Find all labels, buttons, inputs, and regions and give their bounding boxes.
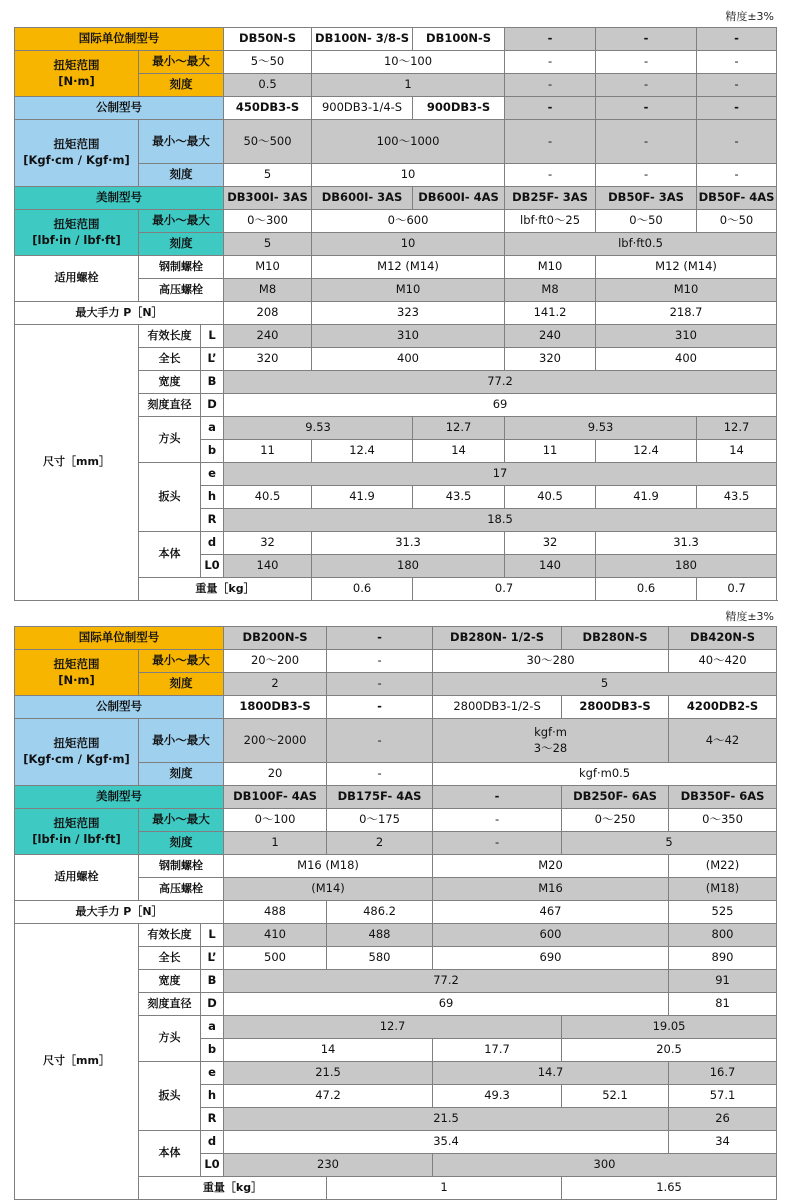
value-cell: 11 (505, 440, 596, 463)
eff-length-label: 有效长度 (139, 325, 201, 348)
min-max-label: 最小～最大 (139, 809, 224, 832)
us-model: DB175F- 4AS (327, 786, 433, 809)
value-cell: 0～350 (669, 809, 777, 832)
intl-model-label: 国际单位制型号 (15, 627, 224, 650)
intl-model: - (596, 28, 697, 51)
total-length-label: 全长 (139, 348, 201, 371)
value-cell: 230 (224, 1154, 433, 1177)
value-cell: lbf·ft0～25 (505, 210, 596, 233)
value-cell: - (433, 809, 562, 832)
value-cell: 14 (697, 440, 777, 463)
value-cell: 0～100 (224, 809, 327, 832)
value-cell: M10 (505, 256, 596, 279)
value-cell: 69 (224, 394, 777, 417)
dim-L-row (15, 924, 777, 947)
value-cell: - (697, 120, 777, 164)
value-cell: 17 (224, 463, 777, 486)
bolt-label: 适用螺栓 (15, 855, 139, 901)
value-cell: 5 (224, 233, 312, 256)
body-label: 本体 (139, 532, 201, 578)
L-symbol: L (201, 924, 224, 947)
value-cell: 50～500 (224, 120, 312, 164)
value-cell: 21.5 (224, 1062, 433, 1085)
value-cell: 467 (433, 901, 669, 924)
value-cell: 1 (312, 74, 505, 97)
h-symbol: h (201, 1085, 224, 1108)
metric-model: - (697, 97, 777, 120)
value-cell: - (505, 74, 596, 97)
value-cell: 100～1000 (312, 120, 505, 164)
metric-model: 900DB3-1/4-S (312, 97, 413, 120)
value-cell: 486.2 (327, 901, 433, 924)
us-model-row (15, 786, 777, 809)
value-cell: 26 (669, 1108, 777, 1131)
value-cell: 200～2000 (224, 719, 327, 763)
min-max-label: 最小～最大 (139, 51, 224, 74)
value-cell: 19.05 (562, 1016, 777, 1039)
lbf-minmax-row (15, 210, 777, 233)
value-cell: 14 (224, 1039, 433, 1062)
intl-model: DB420N-S (669, 627, 777, 650)
scale-label: 刻度 (139, 673, 224, 696)
value-cell: 77.2 (224, 371, 777, 394)
value-cell: - (697, 51, 777, 74)
value-cell: 240 (224, 325, 312, 348)
value-cell: 525 (669, 901, 777, 924)
value-cell: 4～42 (669, 719, 777, 763)
metric-model: 2800DB3-1/2-S (433, 696, 562, 719)
value-cell: 0～50 (697, 210, 777, 233)
value-cell: 0.7 (697, 578, 777, 601)
square-head-label: 方头 (139, 417, 201, 463)
metric-model-label: 公制型号 (15, 696, 224, 719)
value-cell: 14.7 (433, 1062, 669, 1085)
value-cell: 5 (224, 164, 312, 187)
value-cell: 323 (312, 302, 505, 325)
value-cell: 0～250 (562, 809, 669, 832)
intl-model: DB280N-S (562, 627, 669, 650)
value-cell: 21.5 (224, 1108, 669, 1131)
value-cell: 320 (224, 348, 312, 371)
value-cell: 43.5 (697, 486, 777, 509)
value-cell: 140 (224, 555, 312, 578)
value-cell: M20 (433, 855, 669, 878)
value-cell: M12 (M14) (596, 256, 777, 279)
min-max-label: 最小～最大 (139, 650, 224, 673)
value-cell: 20.5 (562, 1039, 777, 1062)
value-cell: 1 (224, 832, 327, 855)
value-cell: 12.4 (312, 440, 413, 463)
us-model: - (433, 786, 562, 809)
metric-model: - (596, 97, 697, 120)
intl-model: DB280N- 1/2-S (433, 627, 562, 650)
hp-bolt-label: 高压螺栓 (139, 279, 224, 302)
value-cell: 35.4 (224, 1131, 669, 1154)
intl-model: - (697, 28, 777, 51)
value-cell: 34 (669, 1131, 777, 1154)
value-cell: M10 (596, 279, 777, 302)
value-cell: 180 (312, 555, 505, 578)
value-cell: 30～280 (433, 650, 669, 673)
value-cell: 5 (433, 673, 777, 696)
d-symbol: d (201, 532, 224, 555)
eff-length-label: 有效长度 (139, 924, 201, 947)
precision-note: 精度±3% (725, 10, 774, 23)
value-cell: 20～200 (224, 650, 327, 673)
a-symbol: a (201, 417, 224, 440)
value-cell: 12.7 (224, 1016, 562, 1039)
value-cell: 32 (224, 532, 312, 555)
precision-note: 精度±3% (725, 610, 774, 623)
us-model: DB600I- 4AS (413, 187, 505, 210)
value-cell: M16 (M18) (224, 855, 433, 878)
value-cell: 91 (669, 970, 777, 993)
kgf-minmax-row (15, 120, 777, 164)
steel-bolt-row (15, 256, 777, 279)
value-cell: 300 (433, 1154, 777, 1177)
b-symbol: b (201, 440, 224, 463)
value-cell: - (697, 74, 777, 97)
value-cell: 9.53 (224, 417, 413, 440)
max-force-row (15, 302, 777, 325)
value-cell: 1 (327, 1177, 562, 1200)
value-cell: 41.9 (312, 486, 413, 509)
steel-bolt-row (15, 855, 777, 878)
value-cell: 320 (505, 348, 596, 371)
h-symbol: h (201, 486, 224, 509)
min-max-label: 最小～最大 (139, 210, 224, 233)
metric-model: 450DB3-S (224, 97, 312, 120)
value-cell: 2 (224, 673, 327, 696)
us-model: DB50F- 4AS (697, 187, 777, 210)
max-force-label: 最大手力 P［N］ (15, 302, 224, 325)
value-cell: 40～420 (669, 650, 777, 673)
intl-model-row (15, 28, 777, 51)
value-cell: kgf·m0.5 (433, 763, 777, 786)
scale-label: 刻度 (139, 233, 224, 256)
value-cell: - (433, 832, 562, 855)
value-cell: 17.7 (433, 1039, 562, 1062)
value-cell: 52.1 (562, 1085, 669, 1108)
intl-model-row (15, 627, 777, 650)
metric-model: 900DB3-S (413, 97, 505, 120)
D-symbol: D (201, 993, 224, 1016)
value-cell: 0～175 (327, 809, 433, 832)
value-cell: M10 (224, 256, 312, 279)
value-cell: M12 (M14) (312, 256, 505, 279)
value-cell: 180 (596, 555, 777, 578)
weight-label: 重量［kg］ (139, 578, 312, 601)
value-cell: 310 (312, 325, 505, 348)
value-cell: 2 (327, 832, 433, 855)
width-label: 宽度 (139, 970, 201, 993)
scale-label: 刻度 (139, 74, 224, 97)
torque-range-lbf-label: 扭矩范围 [lbf·in / lbf·ft] (15, 210, 139, 256)
intl-model: DB50N-S (224, 28, 312, 51)
intl-model: DB200N-S (224, 627, 327, 650)
value-cell: 12.7 (697, 417, 777, 440)
nm-minmax-row (15, 650, 777, 673)
us-model: DB600I- 3AS (312, 187, 413, 210)
us-model: DB350F- 6AS (669, 786, 777, 809)
value-cell: 208 (224, 302, 312, 325)
value-cell: M8 (224, 279, 312, 302)
R-symbol: R (201, 1108, 224, 1131)
b-symbol: b (201, 1039, 224, 1062)
a-symbol: a (201, 1016, 224, 1039)
us-model: DB50F- 3AS (596, 187, 697, 210)
metric-model: - (327, 696, 433, 719)
value-cell: - (327, 719, 433, 763)
us-model: DB250F- 6AS (562, 786, 669, 809)
scale-label: 刻度 (139, 763, 224, 786)
torque-range-lbf-label: 扭矩范围 [lbf·in / lbf·ft] (15, 809, 139, 855)
scale-label: 刻度 (139, 832, 224, 855)
wrench-head-label: 扳头 (139, 1062, 201, 1131)
nm-minmax-row (15, 51, 777, 74)
torque-range-kgf-label: 扭矩范围 [Kgf·cm / Kgf·m] (15, 120, 139, 187)
us-model-label: 美制型号 (15, 187, 224, 210)
value-cell: lbf·ft0.5 (505, 233, 777, 256)
metric-model-row (15, 97, 777, 120)
d-symbol: d (201, 1131, 224, 1154)
value-cell: 400 (312, 348, 505, 371)
steel-bolt-label: 钢制螺栓 (139, 256, 224, 279)
value-cell: 240 (505, 325, 596, 348)
torque-range-nm-label: 扭矩范围 [N·m] (15, 51, 139, 97)
value-cell: 81 (669, 993, 777, 1016)
value-cell: 890 (669, 947, 777, 970)
value-cell: 40.5 (505, 486, 596, 509)
value-cell: 31.3 (312, 532, 505, 555)
value-cell: 800 (669, 924, 777, 947)
metric-model: 1800DB3-S (224, 696, 327, 719)
value-cell: M10 (312, 279, 505, 302)
value-cell: 488 (327, 924, 433, 947)
us-model-label: 美制型号 (15, 786, 224, 809)
value-cell: - (327, 650, 433, 673)
L0-symbol: L0 (201, 555, 224, 578)
e-symbol: e (201, 1062, 224, 1085)
wrench-head-label: 扳头 (139, 463, 201, 532)
min-max-label: 最小～最大 (139, 120, 224, 164)
value-cell: 77.2 (224, 970, 669, 993)
value-cell: 14 (413, 440, 505, 463)
value-cell: 488 (224, 901, 327, 924)
dimensions-label: 尺寸［mm］ (15, 325, 139, 601)
value-cell: 0～300 (224, 210, 312, 233)
metric-model: 2800DB3-S (562, 696, 669, 719)
Lp-symbol: L’ (201, 348, 224, 371)
dimensions-label: 尺寸［mm］ (15, 924, 139, 1200)
value-cell: 41.9 (596, 486, 697, 509)
dial-dia-label: 刻度直径 (139, 993, 201, 1016)
e-symbol: e (201, 463, 224, 486)
value-cell: 0.6 (596, 578, 697, 601)
value-cell: 20 (224, 763, 327, 786)
dim-L-row (15, 325, 777, 348)
intl-model: DB100N-S (413, 28, 505, 51)
value-cell: 0.7 (413, 578, 596, 601)
value-cell: 31.3 (596, 532, 777, 555)
metric-model: - (505, 97, 596, 120)
value-cell: - (697, 164, 777, 187)
R-symbol: R (201, 509, 224, 532)
weight-label: 重量［kg］ (139, 1177, 327, 1200)
value-cell: 310 (596, 325, 777, 348)
torque-range-nm-label: 扭矩范围 [N·m] (15, 650, 139, 696)
value-cell: (M22) (669, 855, 777, 878)
value-cell: - (596, 74, 697, 97)
bolt-label: 适用螺栓 (15, 256, 139, 302)
value-cell: - (596, 120, 697, 164)
us-model-row (15, 187, 777, 210)
metric-model: 4200DB2-S (669, 696, 777, 719)
value-cell: 0.5 (224, 74, 312, 97)
value-cell: 1.65 (562, 1177, 777, 1200)
value-cell: 500 (224, 947, 327, 970)
value-cell: (M14) (224, 878, 433, 901)
value-cell: - (505, 164, 596, 187)
us-model: DB100F- 4AS (224, 786, 327, 809)
value-cell: 140 (505, 555, 596, 578)
intl-model: DB100N- 3/8-S (312, 28, 413, 51)
max-force-row (15, 901, 777, 924)
value-cell: (M18) (669, 878, 777, 901)
value-cell: 12.4 (596, 440, 697, 463)
value-cell: 690 (433, 947, 669, 970)
value-cell: 10 (312, 164, 505, 187)
value-cell: 410 (224, 924, 327, 947)
value-cell: 40.5 (224, 486, 312, 509)
metric-model-row (15, 696, 777, 719)
us-model: DB300I- 3AS (224, 187, 312, 210)
kgf-minmax-row (15, 719, 777, 763)
metric-model-label: 公制型号 (15, 97, 224, 120)
scale-label: 刻度 (139, 164, 224, 187)
value-cell: - (596, 51, 697, 74)
body-label: 本体 (139, 1131, 201, 1177)
value-cell: 600 (433, 924, 669, 947)
value-cell: 32 (505, 532, 596, 555)
value-cell: 16.7 (669, 1062, 777, 1085)
width-label: 宽度 (139, 371, 201, 394)
value-cell: 18.5 (224, 509, 777, 532)
value-cell: 57.1 (669, 1085, 777, 1108)
value-cell: 47.2 (224, 1085, 433, 1108)
value-cell: 49.3 (433, 1085, 562, 1108)
value-cell: 12.7 (413, 417, 505, 440)
intl-model: - (505, 28, 596, 51)
B-symbol: B (201, 371, 224, 394)
value-cell: - (327, 673, 433, 696)
value-cell: 0～600 (312, 210, 505, 233)
value-cell: 400 (596, 348, 777, 371)
value-cell: M8 (505, 279, 596, 302)
square-head-label: 方头 (139, 1016, 201, 1062)
value-cell: 43.5 (413, 486, 505, 509)
B-symbol: B (201, 970, 224, 993)
spec-table-1 (14, 27, 777, 601)
value-cell: 218.7 (596, 302, 777, 325)
value-cell: 580 (327, 947, 433, 970)
value-cell: - (505, 120, 596, 164)
value-cell: kgf·m 3～28 (433, 719, 669, 763)
value-cell: 5 (562, 832, 777, 855)
Lp-symbol: L’ (201, 947, 224, 970)
torque-range-kgf-label: 扭矩范围 [Kgf·cm / Kgf·m] (15, 719, 139, 786)
L-symbol: L (201, 325, 224, 348)
us-model: DB25F- 3AS (505, 187, 596, 210)
D-symbol: D (201, 394, 224, 417)
value-cell: M16 (433, 878, 669, 901)
value-cell: 141.2 (505, 302, 596, 325)
max-force-label: 最大手力 P［N］ (15, 901, 224, 924)
L0-symbol: L0 (201, 1154, 224, 1177)
lbf-minmax-row (15, 809, 777, 832)
value-cell: 5～50 (224, 51, 312, 74)
total-length-label: 全长 (139, 947, 201, 970)
hp-bolt-label: 高压螺栓 (139, 878, 224, 901)
value-cell: - (327, 763, 433, 786)
intl-model-label: 国际单位制型号 (15, 28, 224, 51)
value-cell: 0.6 (312, 578, 413, 601)
intl-model: - (327, 627, 433, 650)
value-cell: - (596, 164, 697, 187)
value-cell: - (505, 51, 596, 74)
value-cell: 9.53 (505, 417, 697, 440)
value-cell: 11 (224, 440, 312, 463)
dial-dia-label: 刻度直径 (139, 394, 201, 417)
value-cell: 10 (312, 233, 505, 256)
value-cell: 69 (224, 993, 669, 1016)
value-cell: 10～100 (312, 51, 505, 74)
steel-bolt-label: 钢制螺栓 (139, 855, 224, 878)
value-cell: 0～50 (596, 210, 697, 233)
spec-table-2 (14, 626, 777, 1200)
min-max-label: 最小～最大 (139, 719, 224, 763)
